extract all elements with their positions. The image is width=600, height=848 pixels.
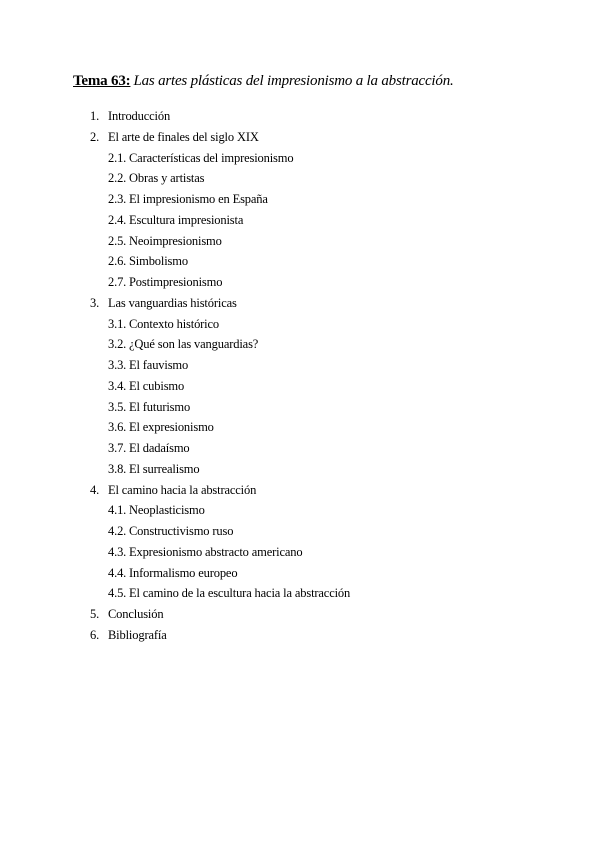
toc-item-text: Constructivismo ruso (129, 524, 234, 538)
toc-item-number: 3.6. (108, 420, 127, 435)
toc-item-text: Bibliografía (108, 627, 167, 642)
toc-item-number: 3.8. (108, 461, 127, 476)
toc-item-number: 3.7. (108, 441, 127, 455)
toc-item-number: 2.2. (108, 171, 127, 186)
toc-item-text: Postimpresionismo (129, 275, 223, 289)
toc-section (0, 480, 600, 501)
toc-item-number: 6. (90, 627, 100, 642)
toc-item-number: 2.5. (108, 233, 127, 248)
toc-item-number: 4.4. (108, 565, 127, 580)
table-of-contents (0, 106, 600, 646)
toc-subsection (0, 542, 600, 563)
toc-item-text: Características del impresionismo (129, 150, 294, 165)
toc-section (0, 293, 600, 314)
toc-item-number: 2.3. (108, 192, 127, 206)
toc-subsection (0, 168, 600, 189)
toc-item-number: 2.1. (108, 150, 127, 165)
toc-item-text: Las vanguardias históricas (108, 295, 237, 310)
toc-item-number: 4.3. (108, 544, 127, 559)
toc-subsection (0, 334, 600, 355)
toc-item-number: 2.6. (108, 254, 127, 269)
toc-item-text: Obras y artistas (129, 171, 205, 186)
toc-item-text: Simbolismo (129, 254, 188, 269)
toc-subsection (0, 272, 600, 293)
toc-section (0, 604, 600, 625)
toc-item-text: El dadaísmo (129, 441, 190, 455)
toc-item-text: Expresionismo abstracto americano (129, 544, 303, 559)
toc-item-number: 2.4. (108, 212, 127, 227)
toc-subsection (0, 314, 600, 335)
toc-item-text: El surrealismo (129, 461, 200, 476)
document-title (73, 72, 454, 90)
toc-item-number: 3.2. (108, 337, 127, 352)
toc-item-text: Neoplasticismo (129, 503, 205, 518)
toc-subsection (0, 417, 600, 438)
toc-item-text: El futurismo (129, 399, 191, 414)
toc-item-number: 4.2. (108, 524, 127, 538)
toc-section (0, 127, 600, 148)
toc-item-text: Contexto histórico (129, 316, 220, 331)
toc-item-text: Informalismo europeo (129, 565, 238, 580)
toc-item-text: Escultura impresionista (129, 212, 244, 227)
toc-item-text: El expresionismo (129, 420, 214, 435)
toc-item-number: 3.4. (108, 378, 127, 393)
toc-subsection (0, 376, 600, 397)
toc-item-number: 3.1. (108, 316, 127, 331)
toc-subsection (0, 148, 600, 169)
toc-subsection (0, 251, 600, 272)
toc-section (0, 106, 600, 127)
toc-item-number: 2. (90, 129, 100, 144)
toc-subsection (0, 355, 600, 376)
toc-subsection (0, 500, 600, 521)
toc-item-text: El cubismo (129, 378, 185, 393)
toc-item-text: Neoimpresionismo (129, 233, 222, 248)
toc-item-number: 4.5. (108, 586, 127, 601)
toc-item-number: 3.3. (108, 358, 127, 372)
toc-item-text: El camino de la escultura hacia la abstracción (129, 586, 351, 601)
toc-item-number: 4.1. (108, 503, 127, 518)
toc-item-number: 5. (90, 607, 100, 621)
toc-subsection (0, 521, 600, 542)
toc-section (0, 625, 600, 646)
topic-subject: Las artes plásticas del impresionismo a la abstracción. (133, 73, 454, 89)
topic-number-label: Tema 63: (73, 73, 131, 89)
toc-item-text: El arte de finales del siglo XIX (108, 129, 259, 144)
toc-subsection (0, 210, 600, 231)
toc-item-text: El impresionismo en España (129, 192, 268, 206)
toc-item-number: 2.7. (108, 275, 127, 289)
toc-item-number: 3. (90, 295, 100, 310)
toc-item-text: ¿Qué son las vanguardias? (129, 337, 259, 352)
toc-subsection (0, 438, 600, 459)
toc-subsection (0, 459, 600, 480)
toc-subsection (0, 189, 600, 210)
toc-item-number: 4. (90, 482, 100, 497)
toc-item-text: Conclusión (108, 607, 164, 621)
toc-subsection (0, 397, 600, 418)
toc-item-number: 1. (90, 109, 100, 123)
toc-item-text: Introducción (108, 109, 171, 123)
toc-item-text: El camino hacia la abstracción (108, 482, 257, 497)
toc-subsection (0, 231, 600, 252)
toc-item-text: El fauvismo (129, 358, 189, 372)
toc-subsection (0, 583, 600, 604)
toc-item-number: 3.5. (108, 399, 127, 414)
toc-subsection (0, 563, 600, 584)
